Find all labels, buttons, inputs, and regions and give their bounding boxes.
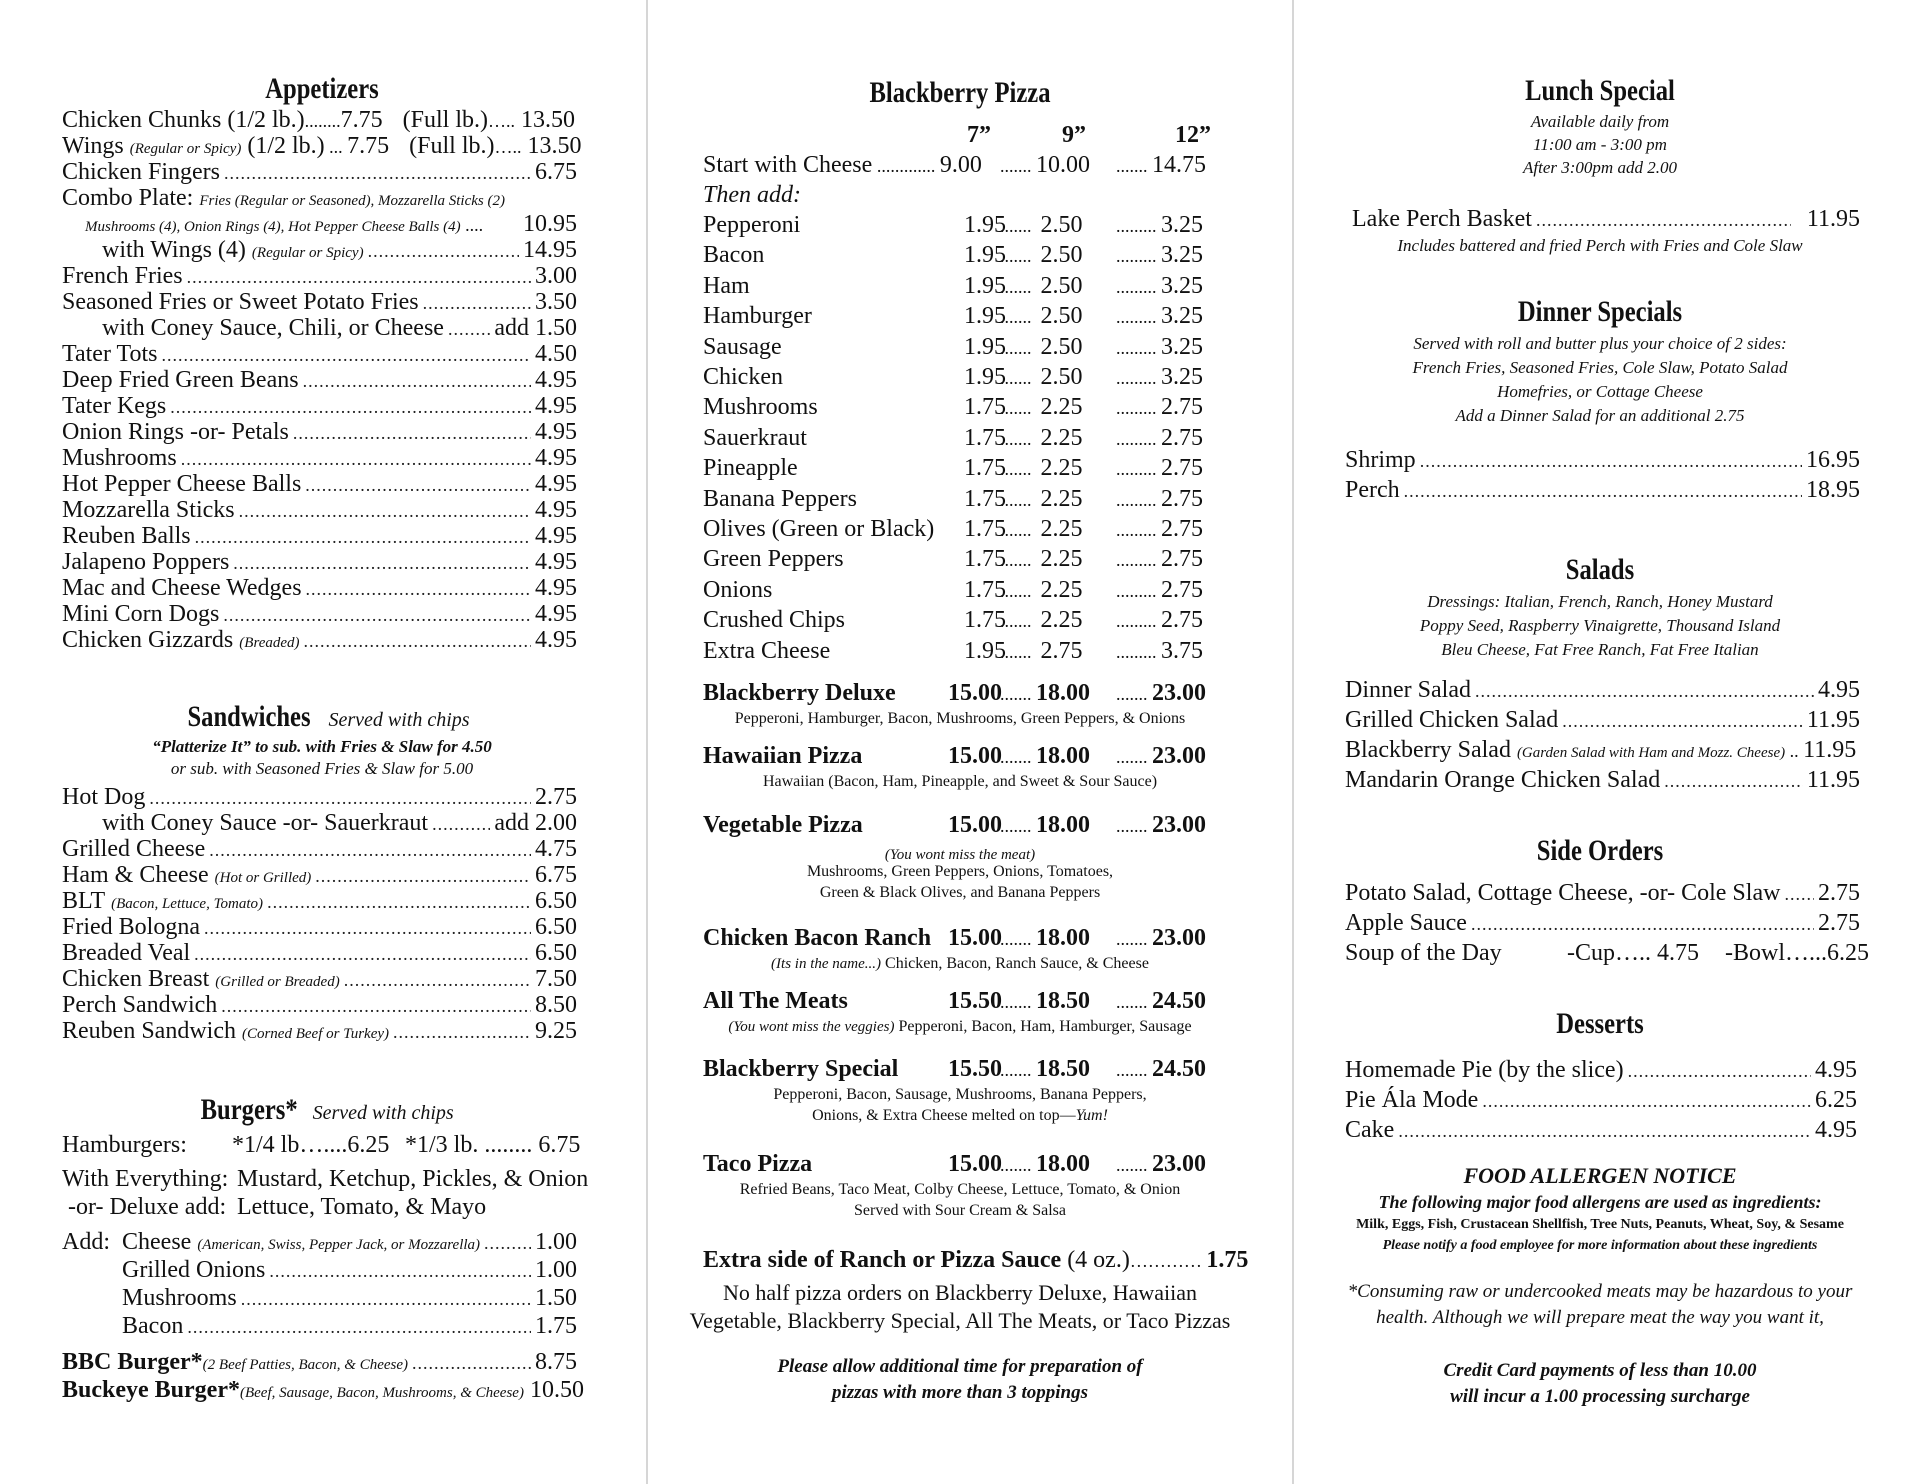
pizza-topping-price-9: ....... 2.25 (1000, 516, 1083, 542)
specialty-pizza-price: ....... 18.00 (1000, 743, 1090, 769)
pizza-then-add: Then add: (703, 182, 801, 208)
pizza-topping-label: Extra Cheese (703, 637, 831, 664)
specialty-pizza-price: 15.50 (948, 1056, 1002, 1082)
pizza-topping-label: Mushrooms (703, 394, 818, 421)
specialty-pizza-price: 15.00 (948, 680, 1002, 706)
menu-item (62, 419, 577, 446)
menu-item (62, 497, 577, 524)
menu-item-perch-sandwich: Perch Sandwich ..... 8.50 (62, 992, 577, 1019)
dinner-note-3: Homefries, or Cottage Cheese (1497, 382, 1703, 401)
specialty-pizza-label: Hawaiian Pizza (703, 743, 863, 769)
menu-item (62, 549, 577, 576)
pizza-topping-row (703, 212, 958, 238)
pizza-topping-price-12: ......... 3.25 (1116, 333, 1203, 360)
pizza-topping-label: Banana Peppers (703, 485, 857, 512)
menu-item-label: Mini Corn Dogs (62, 601, 220, 627)
dinner-title: Dinner Specials (1517, 295, 1683, 328)
allow-time-note: Please allow additional time for preparation of (777, 1356, 1143, 1377)
pizza-topping-label: Sauerkraut (703, 424, 807, 451)
menu-item-price: 4.95 (535, 575, 577, 601)
specialty-pizza-price: ....... 18.00 (1000, 925, 1090, 951)
allergen-line-2: Milk, Eggs, Fish, Crustacean Shellfish, Tree Nuts, Peanuts, Wheat, Soy, & Sesame (1356, 1217, 1844, 1232)
menu-item-bbc-burger: BBC Burger* (2 Beef Patties, Bacon, & Cheese) ..... 8.75 (62, 1349, 577, 1378)
menu-item (62, 445, 577, 472)
specialty-pizza-description: Served with Sour Cream & Salsa (854, 1202, 1066, 1219)
specialty-pizza-price: ....... 24.50 (1116, 988, 1206, 1014)
pizza-topping-price-9: ....... 2.25 (1000, 455, 1083, 482)
pizza-topping-price-12: ......... 2.75 (1116, 394, 1203, 421)
platterize-note-2: or sub. with Seasoned Fries & Slaw for 5.00 (170, 759, 474, 778)
pizza-title: Blackberry Pizza (869, 76, 1051, 109)
pizza-topping-label: Crushed Chips (703, 607, 846, 634)
pizza-topping-row (703, 394, 958, 420)
appetizers-title: Appetizers (265, 72, 379, 105)
menu-item (62, 575, 577, 602)
specialty-pizza-price: ....... 18.50 (1000, 1056, 1090, 1082)
pizza-topping-label: Onions (703, 576, 773, 603)
pizza-topping-label: Pepperoni (703, 212, 801, 238)
menu-item-ham-cheese: Ham & Cheese (Hot or Grilled) ..... 6.75 (62, 862, 577, 891)
pizza-topping-price-12: ......... 2.75 (1116, 546, 1203, 573)
dressings-3: Bleu Cheese, Fat Free Ranch, Fat Free Italian (1441, 640, 1759, 659)
pizza-topping-price-7: 1.75 (964, 607, 1006, 634)
pizza-topping-label: Bacon (703, 242, 765, 269)
menu-item-label: Mozzarella Sticks (62, 497, 235, 523)
burger-with-everything: With Everything: Mustard, Ketchup, Pickles, & Onion (62, 1166, 589, 1192)
specialty-pizza-description: Hawaiian (Bacon, Ham, Pineapple, and Sweet & Sour Sauce) (762, 773, 1158, 790)
menu-item-shrimp: Shrimp ..... 16.95 (1345, 447, 1860, 474)
specialty-pizza-price: 15.50 (948, 988, 1002, 1014)
menu-item-dinner-salad: Dinner Salad ..... 4.95 (1345, 677, 1860, 704)
specialty-pizza-description: Green & Black Olives, and Banana Peppers (819, 884, 1101, 901)
specialty-pizza-price: 15.00 (948, 743, 1002, 769)
pizza-topping-price-12: ......... 3.25 (1116, 242, 1203, 269)
pizza-topping-row (703, 577, 958, 603)
specialty-pizza-row (703, 988, 958, 1014)
pizza-topping-price-12: ......... 2.75 (1116, 424, 1203, 451)
specialty-pizza-description: (You wont miss the veggies) Pepperoni, Bacon, Ham, Hamburger, Sausage (728, 1018, 1192, 1035)
side-orders-title: Side Orders (1536, 834, 1664, 867)
specialty-pizza-description: Pepperoni, Hamburger, Bacon, Mushrooms, Green Peppers, & Onions (734, 710, 1186, 727)
menu-item (62, 601, 577, 628)
menu-item-lake-perch: Lake Perch Basket ..... 11.95 (1352, 206, 1860, 233)
menu-item-french-fries: French Fries ..... 3.00 (62, 263, 577, 290)
lunch-after: After 3:00pm add 2.00 (1523, 158, 1677, 177)
menu-item-label: Jalapeno Poppers (62, 549, 230, 575)
menu-item-label: Mac and Cheese Wedges (62, 575, 302, 601)
specialty-pizza-description: Onions, & Extra Cheese melted on top—Yum! (812, 1107, 1108, 1124)
menu-item-pie-ala-mode: Pie Ála Mode ..... 6.25 (1345, 1087, 1857, 1114)
pizza-topping-price-12: ......... 3.25 (1116, 212, 1203, 238)
pizza-topping-price-7: 1.75 (964, 546, 1006, 573)
menu-item (62, 367, 577, 394)
allergen-line-3: Please notify a food employee for more information about these ingredients (1382, 1238, 1818, 1253)
lake-perch-note: Includes battered and fried Perch with Fries and Cole Slaw (1397, 236, 1803, 255)
pizza-topping-row (703, 364, 958, 390)
menu-item-price: 4.95 (535, 549, 577, 575)
menu-item-price: 4.95 (535, 445, 577, 471)
specialty-pizza-price: 15.00 (948, 812, 1002, 838)
pizza-topping-price-7: 1.95 (964, 272, 1006, 299)
pizza-topping-label: Hamburger (703, 303, 812, 330)
pizza-topping-price-12: ......... 3.25 (1116, 303, 1203, 330)
credit-card-note-1: Credit Card payments of less than 10.00 (1443, 1360, 1757, 1381)
specialty-pizza-row (703, 680, 958, 706)
menu-item-soup: Soup of the Day -Cup….. 4.75 -Bowl…...6.25 (1345, 940, 1869, 966)
pizza-topping-price-7: 1.95 (964, 303, 1006, 330)
pizza-topping-price-7: 1.95 (964, 242, 1006, 269)
menu-item-hot-dog-coney: with Coney Sauce -or- Sauerkraut ..... add 2.00 (102, 810, 577, 837)
menu-item-price: 4.50 (535, 341, 577, 367)
pizza-topping-row (703, 303, 958, 329)
pizza-start-cheese-12: ....... 14.75 (1116, 152, 1206, 178)
specialty-pizza-row (703, 1151, 958, 1177)
pizza-topping-price-7: 1.95 (964, 364, 1006, 390)
pizza-topping-price-7: 1.95 (964, 333, 1006, 360)
pizza-topping-label: Sausage (703, 333, 782, 360)
specialty-pizza-price: ....... 23.00 (1116, 925, 1206, 951)
lunch-availability: Available daily from (1530, 112, 1670, 131)
pizza-topping-price-7: 1.75 (964, 455, 1006, 482)
pizza-topping-row (703, 273, 958, 299)
menu-item-reuben-sandwich: Reuben Sandwich (Corned Beef or Turkey) ..... 9.25 (62, 1018, 577, 1047)
pizza-topping-price-12: ......... 2.75 (1116, 607, 1203, 634)
pizza-topping-price-9: ....... 2.50 (1000, 333, 1083, 360)
menu-item-price: 4.95 (535, 393, 577, 419)
pizza-topping-price-9: ....... 2.25 (1000, 394, 1083, 421)
menu-item-price: 4.95 (535, 523, 577, 549)
burger-add-mushrooms: Mushrooms ..... 1.50 (122, 1285, 577, 1312)
menu-item-label: Tater Kegs (62, 393, 167, 419)
dressings-1: Dressings: Italian, French, Ranch, Honey Mustard (1427, 592, 1773, 611)
menu-item-buckeye-burger: Buckeye Burger* (Beef, Sausage, Bacon, Mushrooms, & Cheese) 10.50 (62, 1377, 584, 1403)
pizza-size-9: 9” (1062, 122, 1086, 148)
menu-item-potato-salad: Potato Salad, Cottage Cheese, -or- Cole Slaw ..... 2.75 (1345, 880, 1860, 907)
menu-item-combo-wings: with Wings (4) (Regular or Spicy) ..... 14.95 (102, 237, 577, 266)
specialty-pizza-tagline: (You wont miss the meat) (884, 847, 1036, 863)
platterize-note: “Platterize It” to sub. with Fries & Slaw for 4.50 (152, 737, 492, 756)
specialty-pizza-label: Blackberry Deluxe (703, 680, 896, 706)
menu-item (62, 393, 577, 420)
menu-item-apple-sauce: Apple Sauce ..... 2.75 (1345, 910, 1860, 937)
pizza-topping-price-12: ......... 3.25 (1116, 272, 1203, 299)
pizza-topping-price-7: 1.75 (964, 516, 1006, 542)
pizza-topping-label: Ham (703, 272, 750, 299)
menu-item-combo-plate-2: Mushrooms (4), Onion Rings (4), Hot Pepper Cheese Balls (4) .... 10.95 (85, 211, 577, 237)
specialty-pizza-price: ....... 23.00 (1116, 812, 1206, 838)
specialty-pizza-price: 15.00 (948, 925, 1002, 951)
pizza-topping-price-12: ......... 3.75 (1116, 637, 1203, 664)
allergen-line-1: The following major food allergens are used as ingredients: (1378, 1192, 1822, 1212)
pizza-topping-price-9: ....... 2.75 (1000, 637, 1083, 664)
pizza-topping-price-7: 1.75 (964, 394, 1006, 421)
menu-item-perch-dinner: Perch ..... 18.95 (1345, 477, 1860, 504)
pizza-topping-row (703, 486, 958, 512)
menu-item-label: Mushrooms (62, 445, 177, 471)
specialty-pizza-price: ....... 23.00 (1116, 680, 1206, 706)
pizza-topping-price-7: 1.75 (964, 485, 1006, 512)
specialty-pizza-price: ....... 18.00 (1000, 1151, 1090, 1177)
right-column (1280, 0, 1920, 1484)
pizza-topping-label: Olives (Green or Black) (703, 516, 935, 542)
specialty-pizza-label: Chicken Bacon Ranch (703, 925, 932, 951)
specialty-pizza-price: ....... 23.00 (1116, 743, 1206, 769)
pizza-topping-price-12: ......... 2.75 (1116, 516, 1203, 542)
specialty-pizza-price: ....... 18.00 (1000, 812, 1090, 838)
menu-item-label: Tater Tots (62, 341, 158, 367)
pizza-topping-price-9: ....... 2.50 (1000, 272, 1083, 299)
specialty-pizza-price: ....... 18.00 (1000, 680, 1090, 706)
pizza-start-cheese-9: ....... 10.00 (1000, 152, 1090, 178)
pizza-topping-price-9: ....... 2.50 (1000, 242, 1083, 269)
pizza-topping-price-9: ....... 2.25 (1000, 424, 1083, 451)
pizza-size-7: 7” (967, 122, 991, 148)
pizza-start-cheese: Start with Cheese ............. 9.00 (703, 152, 982, 178)
specialty-pizza-label: Vegetable Pizza (703, 812, 863, 838)
specialty-pizza-row (703, 812, 958, 838)
pizza-topping-row (703, 638, 958, 664)
menu-item-seasoned-fries: Seasoned Fries or Sweet Potato Fries ..... 3.50 (62, 289, 577, 316)
menu-item-chicken-breast: Chicken Breast (Grilled or Breaded) ..... 7.50 (62, 966, 577, 995)
specialty-pizza-label: All The Meats (703, 988, 848, 1014)
pizza-topping-label: Chicken (703, 364, 783, 390)
menu-item-cake: Cake ..... 4.95 (1345, 1117, 1857, 1144)
pizza-topping-row (703, 546, 958, 572)
burgers-heading: Burgers* Served with chips (200, 1093, 454, 1126)
menu-item-price: 4.95 (535, 497, 577, 523)
pizza-topping-row (703, 516, 958, 542)
menu-item-price: 4.95 (535, 601, 577, 627)
pizza-topping-price-9: ....... 2.50 (1000, 303, 1083, 330)
menu-item-coney-add: with Coney Sauce, Chili, or Cheese ..... add 1.50 (102, 315, 577, 342)
menu-item-grilled-cheese: Grilled Cheese ..... 4.75 (62, 836, 577, 863)
consuming-note-1: *Consuming raw or undercooked meats may be hazardous to your (1347, 1281, 1853, 1302)
pizza-size-12: 12” (1175, 122, 1211, 148)
burger-add-cheese: Add: Cheese (American, Swiss, Pepper Jack, or Mozzarella) ..... 1.00 (62, 1229, 577, 1258)
pizza-topping-price-12: ......... 2.75 (1116, 485, 1203, 512)
menu-item-breaded-veal: Breaded Veal ..... 6.50 (62, 940, 577, 967)
extra-side-sauce: Extra side of Ranch or Pizza Sauce (4 oz.)………… 1.75 (703, 1247, 1249, 1273)
menu-item-fried-bologna: Fried Bologna ..... 6.50 (62, 914, 577, 941)
allow-time-note-2: pizzas with more than 3 toppings (831, 1382, 1089, 1403)
pizza-topping-row (703, 425, 958, 451)
desserts-title: Desserts (1556, 1007, 1644, 1040)
salads-title: Salads (1565, 553, 1635, 586)
pizza-topping-row (703, 455, 958, 481)
pizza-topping-label: Green Peppers (703, 546, 844, 573)
dinner-note-4: Add a Dinner Salad for an additional 2.75 (1455, 406, 1745, 425)
dressings-2: Poppy Seed, Raspberry Vinaigrette, Thousand Island (1419, 616, 1781, 635)
specialty-pizza-description: Mushrooms, Green Peppers, Onions, Tomatoes, (806, 863, 1114, 880)
menu-item-label: Deep Fried Green Beans (62, 367, 299, 393)
pizza-topping-row (703, 334, 958, 360)
specialty-pizza-row (703, 925, 958, 951)
specialty-pizza-description: Refried Beans, Taco Meat, Colby Cheese, Lettuce, Tomato, & Onion (739, 1181, 1181, 1198)
dinner-note-1: Served with roll and butter plus your choice of 2 sides: (1413, 334, 1787, 353)
pizza-topping-price-9: ....... 2.25 (1000, 576, 1083, 603)
menu-item (62, 471, 577, 498)
menu-item-chicken-gizzards: Chicken Gizzards (Breaded) ..... 4.95 (62, 627, 577, 656)
pizza-topping-price-9: ....... 2.50 (1000, 364, 1083, 390)
menu-item-hot-dog: Hot Dog ..... 2.75 (62, 784, 577, 811)
dinner-note-2: French Fries, Seasoned Fries, Cole Slaw, Potato Salad (1412, 358, 1788, 377)
pizza-topping-price-7: 1.95 (964, 637, 1006, 664)
menu-item (62, 523, 577, 550)
menu-item-price: 4.95 (535, 471, 577, 497)
menu-item-label: Reuben Balls (62, 523, 191, 549)
menu-item-homemade-pie: Homemade Pie (by the slice) ..... 4.95 (1345, 1057, 1857, 1084)
menu-item-label: Hot Pepper Cheese Balls (62, 471, 302, 497)
allergen-title: FOOD ALLERGEN NOTICE (1463, 1163, 1737, 1188)
specialty-pizza-price: ....... 23.00 (1116, 1151, 1206, 1177)
burger-deluxe: -or- Deluxe add: Lettuce, Tomato, & Mayo (68, 1194, 487, 1220)
specialty-pizza-price: ....... 24.50 (1116, 1056, 1206, 1082)
pizza-topping-price-7: 1.95 (964, 212, 1006, 238)
menu-item-wings: Wings (Regular or Spicy) (1/2 lb.) ... 7.75 (Full lb.) ….. 13.50 (62, 133, 582, 159)
pizza-topping-label: Pineapple (703, 455, 798, 482)
menu-item-blt: BLT (Bacon, Lettuce, Tomato) ..... 6.50 (62, 888, 577, 917)
menu-item-price: 4.95 (535, 419, 577, 445)
burger-sizes: Hamburgers: *1/4 lb…....6.25 *1/3 lb. ........ 6.75 (62, 1132, 581, 1158)
pizza-topping-price-12: ......... 3.25 (1116, 364, 1203, 390)
menu-item-blackberry-salad: Blackberry Salad (Garden Salad with Ham and Mozz. Cheese) .. 11.95 (1345, 737, 1857, 763)
pizza-topping-price-7: 1.75 (964, 576, 1006, 603)
pizza-topping-price-12: ......... 2.75 (1116, 455, 1203, 482)
specialty-pizza-label: Taco Pizza (703, 1151, 813, 1177)
half-pizza-note: No half pizza orders on Blackberry Deluxe, Hawaiian (722, 1280, 1198, 1305)
pizza-topping-price-9: ....... 2.50 (1000, 212, 1083, 238)
burger-add-bacon: Bacon ..... 1.75 (122, 1313, 577, 1340)
pizza-topping-price-9: ....... 2.25 (1000, 485, 1083, 512)
specialty-pizza-description: Pepperoni, Bacon, Sausage, Mushrooms, Banana Peppers, (773, 1086, 1147, 1103)
lunch-title: Lunch Special (1525, 74, 1675, 107)
specialty-pizza-price: ....... 18.50 (1000, 988, 1090, 1014)
consuming-note-2: health. Although we will prepare meat the way you want it, (1376, 1307, 1824, 1328)
menu-item-mandarin-salad: Mandarin Orange Chicken Salad ..... 11.95 (1345, 767, 1860, 794)
specialty-pizza-row (703, 1056, 958, 1082)
specialty-pizza-price: 15.00 (948, 1151, 1002, 1177)
half-pizza-note-2: Vegetable, Blackberry Special, All The Meats, or Taco Pizzas (689, 1308, 1231, 1333)
sandwiches-heading: Sandwiches Served with chips (187, 700, 470, 733)
menu-item-price: 4.95 (535, 367, 577, 393)
menu-item (62, 341, 577, 368)
menu-item-chicken-fingers: Chicken Fingers ..... 6.75 (62, 159, 577, 186)
left-column (0, 0, 640, 1484)
middle-column (640, 0, 1280, 1484)
pizza-topping-price-7: 1.75 (964, 424, 1006, 451)
specialty-pizza-label: Blackberry Special (703, 1056, 899, 1082)
pizza-topping-row (703, 242, 958, 268)
specialty-pizza-description: (Its in the name...) Chicken, Bacon, Ranch Sauce, & Cheese (771, 955, 1149, 972)
burger-add-grilled-onions: Grilled Onions ..... 1.00 (122, 1257, 577, 1284)
menu-item-label: Onion Rings -or- Petals (62, 419, 289, 445)
menu-item-combo-plate: Combo Plate: Fries (Regular or Seasoned), Mozzarella Sticks (2) (62, 185, 505, 211)
pizza-topping-price-12: ......... 2.75 (1116, 576, 1203, 603)
lunch-hours: 11:00 am - 3:00 pm (1533, 135, 1667, 154)
pizza-topping-price-9: ....... 2.25 (1000, 546, 1083, 573)
pizza-topping-price-9: ....... 2.25 (1000, 607, 1083, 634)
credit-card-note-2: will incur a 1.00 processing surcharge (1450, 1386, 1750, 1407)
menu-item-grilled-chicken-salad: Grilled Chicken Salad ..... 11.95 (1345, 707, 1860, 734)
specialty-pizza-row (703, 743, 958, 769)
menu-item-chicken-chunks: Chicken Chunks (1/2 lb.) ........ 7.75 (Full lb.) ….. 13.50 (62, 107, 575, 133)
pizza-topping-row (703, 607, 958, 633)
